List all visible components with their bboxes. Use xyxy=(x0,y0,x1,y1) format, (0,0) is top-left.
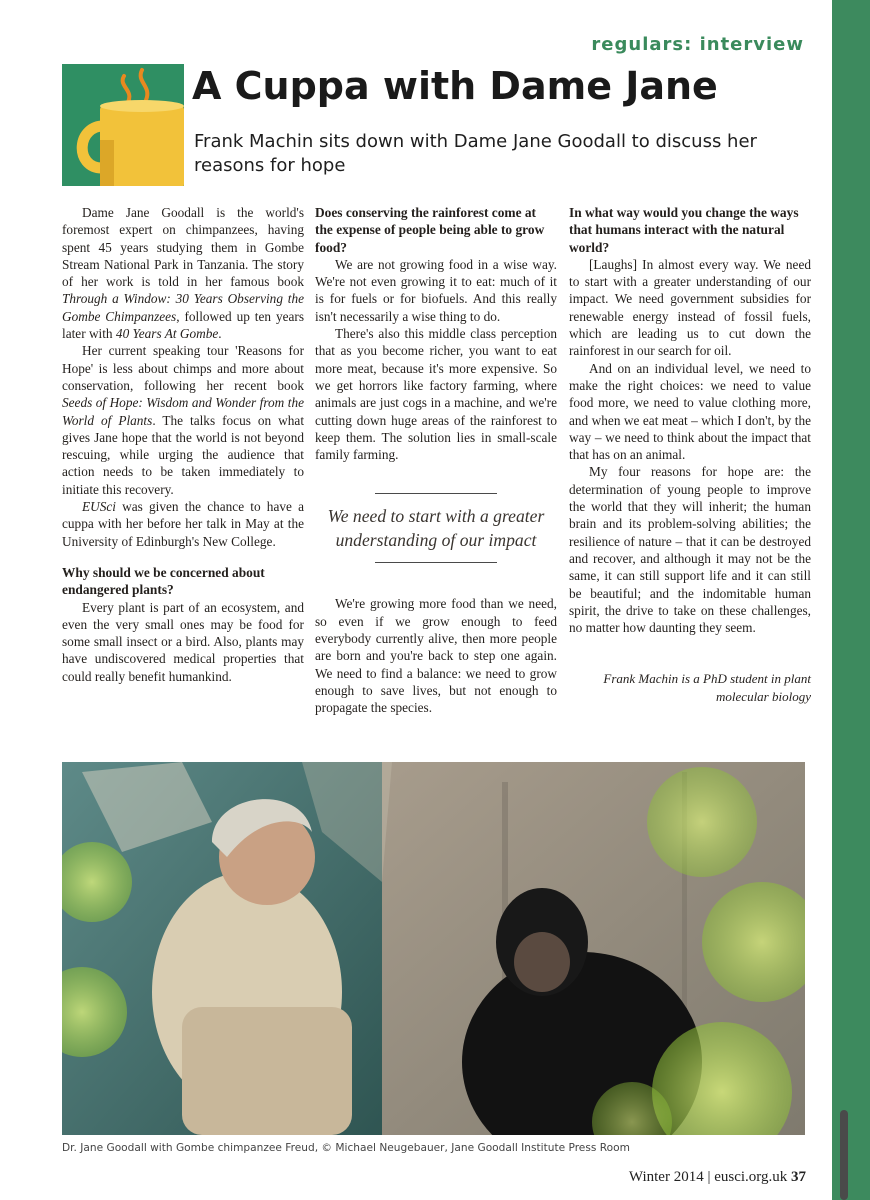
interview-answer: We are not growing food in a wise way. We're not even growing it to eat: much of it is for fuels or for biofuels. And this really isn't necessarily a wise thing to do. xyxy=(315,256,557,324)
issue-info: Winter 2014 | eusci.org.uk xyxy=(628,1169,788,1185)
scrollbar-thumb[interactable] xyxy=(840,1110,848,1200)
interview-answer: Every plant is part of an ecosystem, and even the very small ones may be food for some small insect or a bird. Also, plants may have undiscovered medical properties that could really benefit humankind. xyxy=(62,599,304,684)
book-title: 40 Years At Gombe xyxy=(115,326,219,342)
pull-quote-text: We need to start with a greater understanding of our impact xyxy=(327,506,545,551)
text-column-1 xyxy=(62,204,304,685)
text-column-3 xyxy=(569,204,811,705)
page-number: 37 xyxy=(791,1169,806,1185)
mug-icon xyxy=(62,64,184,186)
intro-paragraph: Dame Jane Goodall is the world's foremost expert on chimpanzees, having spent 45 years studying them in Gombe Stream National Park in Tanzania. The story of her work is told in her famous book Through a Window: 30 Years Observing the Gombe Chimpanzees, followed up ten years later with 40 Years At Gombe. xyxy=(62,205,305,342)
interview-question: Why should we be concerned about endangered plants? xyxy=(62,564,265,598)
photo-caption: Dr. Jane Goodall with Gombe chimpanzee Freud, © Michael Neugebauer, Jane Goodall Institute Press Room xyxy=(62,1142,630,1154)
pull-quote xyxy=(315,479,557,577)
cuppa-mug-logo xyxy=(62,64,184,186)
publication-name: EUSci xyxy=(82,499,116,515)
pull-quote-rule-bottom xyxy=(375,562,497,563)
section-tag: regulars: interview xyxy=(591,34,804,55)
author-byline: Frank Machin is a PhD student in plant molecular biology xyxy=(603,671,811,704)
interview-answer: My four reasons for hope are: the determination of young people to improve the world that they will inherit; the human brain and its problem-solving abilities; the resilience of nature – that it can be destroyed and recover, and although it may not be the same, it can still support life and it can still be beautiful; and the indomitable human spirit, the drive to take on these challenges, no matter how daunting they seem. xyxy=(569,464,811,636)
interview-answer: And on an individual level, we need to make the right choices: we need to value food more, we need to value clothing more, and when we eat meat – which I don't, by the way – we need to think about the impact that that has on an animal. xyxy=(569,360,811,463)
page-footer xyxy=(629,1169,806,1186)
interview-answer: [Laughs] In almost every way. We need to start with a greater understanding of our impact. We need government subsidies for renewable energy instead of fossil fuels, which are leading us to cut down the rainforest in our search for oil. xyxy=(569,256,811,359)
interview-answer: There's also this middle class perception that as you become richer, you want to eat more meat, because it's more expensive. So we get horrors like factory farming, where animals are just cogs in a machine, and we're cutting down huge areas of the rainforest to keep them. The solution lies in small-scale family farming. xyxy=(315,326,557,463)
body-paragraph: EUSci was given the chance to have a cuppa with her before her talk in May at the University of Edinburgh's New College. xyxy=(62,499,304,549)
body-paragraph: Her current speaking tour 'Reasons for Hope' is less about chimps and more about conservation, following her recent book Seeds of Hope: Wisdom and Wonder from the World of Plants. The talks focus on what gives Jane hope that the world is not beyond rescuing, while urging the audience that action needs to be taken immediately to initiate this recovery. xyxy=(62,343,305,497)
jane-goodall-chimpanzee-photo xyxy=(62,762,805,1135)
interview-question: In what way would you change the ways that humans interact with the natural world? xyxy=(569,205,799,255)
article-standfirst: Frank Machin sits down with Dame Jane Goodall to discuss her reasons for hope xyxy=(194,131,757,176)
interview-question: Does conserving the rainforest come at the expense of people being able to grow food? xyxy=(315,205,545,255)
side-accent-stripe xyxy=(832,0,870,1200)
book-title: Seeds of Hope: Wisdom and Wonder from the World of Plants xyxy=(62,395,304,428)
article-headline: A Cuppa with Dame Jane xyxy=(192,64,718,108)
interview-answer: We're growing more food than we need, so even if we grow enough to feed everybody currently alive, then more people are born and you're back to step one again. We need to find a balance: we need to grow enough to save lives, but not enough to propagate the species. xyxy=(315,596,557,716)
book-title: Through a Window: 30 Years Observing the Gombe Chimpanzees xyxy=(62,291,304,324)
text-column-2 xyxy=(315,204,557,717)
